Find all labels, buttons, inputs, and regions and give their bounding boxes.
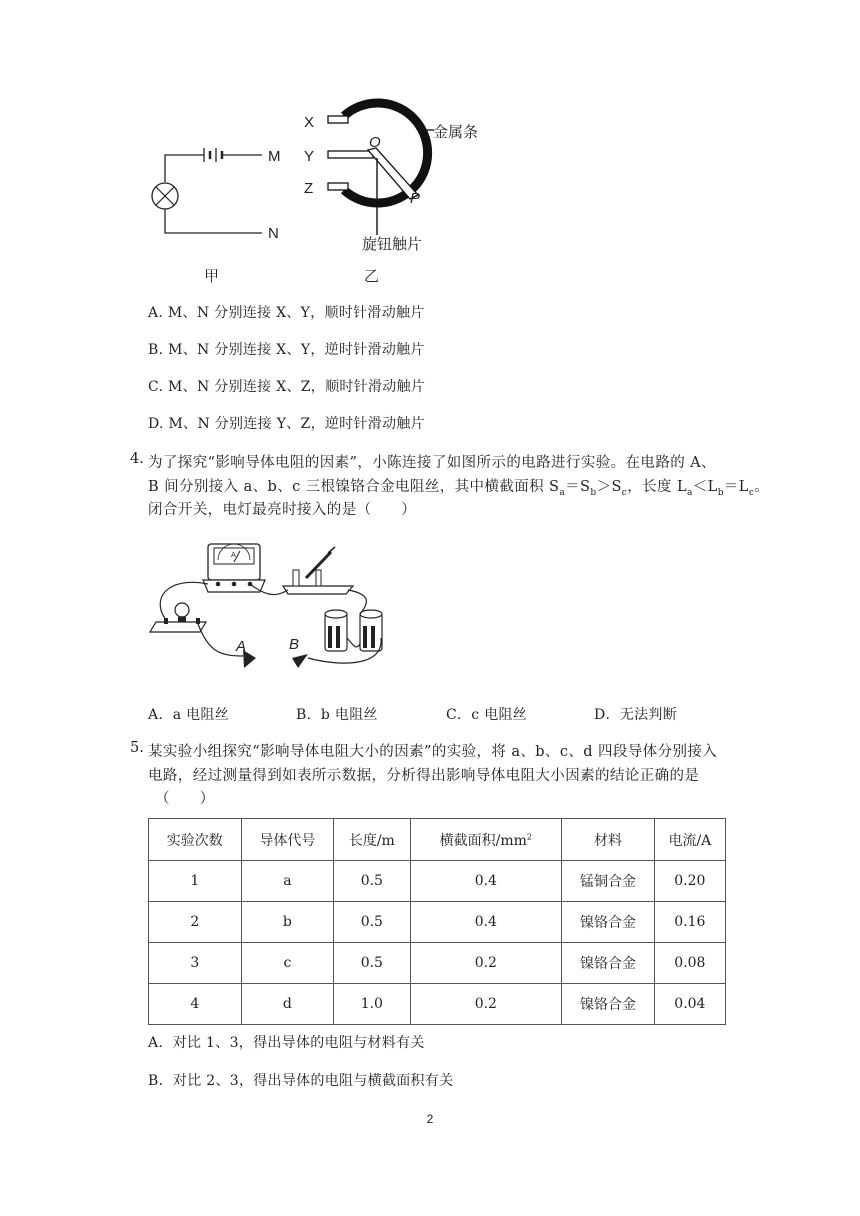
q5-data-table [148, 818, 726, 1025]
table-row [149, 984, 726, 1025]
table-cell: 锰铜合金 [562, 861, 655, 902]
table-header-row [149, 819, 726, 861]
table-cell: 1 [149, 861, 242, 902]
table-header-cell: 导体代号 [241, 819, 334, 861]
q4-stem-line1: 为了探究“影响导体电阻的因素”，小陈连接了如图所示的电路进行实验。在电路的 A、 [148, 455, 716, 471]
q5-number: 5. [130, 740, 144, 756]
q4-option-b: B．b 电阻丝 [296, 707, 378, 723]
q5-stem-line2: 电路，经过测量得到如表所示数据，分析得出影响导体电阻大小因素的结论正确的是 [148, 768, 700, 784]
pivot-o-label: O [369, 134, 381, 151]
table-row [149, 861, 726, 902]
q3-option-a: A. M、N 分别连接 X、Y，顺时针滑动触片 [148, 305, 425, 321]
table-row [149, 902, 726, 943]
q3-option-b: B. M、N 分别连接 X、Y，逆时针滑动触片 [148, 342, 425, 358]
table-cell: 1.0 [334, 984, 410, 1025]
metal-strip-label: 金属条 [433, 124, 479, 141]
table-cell: 2 [149, 902, 242, 943]
q5-stem-line3: （ ） [155, 791, 215, 807]
clip-a-label: A [236, 638, 247, 655]
q3-option-c: C. M、N 分别连接 X、Z，顺时针滑动触片 [148, 379, 426, 395]
potentiometer-diagram-yi [300, 95, 500, 255]
table-row [149, 943, 726, 984]
q4-stem-line3: 闭合开关，电灯最亮时接入的是（ ） [148, 502, 417, 518]
table-header-cell: 横截面积$/mm^2$ [410, 819, 562, 861]
q4-option-a: A．a 电阻丝 [148, 707, 230, 723]
table-cell: d [241, 984, 334, 1025]
q5-option-b: B．对比 2、3，得出导体的电阻与横截面积有关 [148, 1073, 454, 1089]
q4-option-d: D．无法判断 [594, 707, 678, 723]
q4-option-c: C．c 电阻丝 [446, 707, 528, 723]
clip-b-label: B [289, 636, 300, 653]
terminal-n-label: N [268, 225, 279, 242]
table-cell: 0.5 [334, 902, 410, 943]
terminal-y-label: Y [304, 148, 315, 165]
knob-contact-label: 旋钮触片 [362, 236, 423, 253]
svg-text:A: A [231, 551, 236, 559]
table-cell: 0.20 [654, 861, 725, 902]
terminal-x-label: X [304, 114, 315, 131]
q5-option-a: A．对比 1、3，得出导体的电阻与材料有关 [148, 1035, 425, 1051]
table-cell: 0.5 [334, 943, 410, 984]
table-cell: 0.16 [654, 902, 725, 943]
figure-caption-jia: 甲 [204, 268, 220, 285]
q5-stem-line1: 某实验小组探究“影响导体电阻大小的因素”的实验，将 a、b、c、d 四段导体分别接入 [148, 744, 718, 760]
table-cell: c [241, 943, 334, 984]
table-cell: 0.4 [410, 902, 562, 943]
table-header-cell: 实验次数 [149, 819, 242, 861]
table-cell: 0.08 [654, 943, 725, 984]
table-cell: 0.2 [410, 943, 562, 984]
q3-option-d: D. M、N 分别连接 Y、Z，逆时针滑动触片 [148, 416, 425, 432]
table-header-cell: 材料 [562, 819, 655, 861]
table-cell: 4 [149, 984, 242, 1025]
table-cell: 0.4 [410, 861, 562, 902]
table-header-cell: 电流/A [654, 819, 725, 861]
q4-circuit-illustration [148, 538, 398, 678]
table-cell: 镍铬合金 [562, 943, 655, 984]
q4-stem-line2: B 间分别接入 a、b、c 三根镍铬合金电阻丝，其中横截面积 $S_a=S_b>S_c$，长度 $L_a<L_b=L_c$。 [148, 479, 770, 498]
contact-p-label: P [410, 190, 421, 207]
table-cell: 3 [149, 943, 242, 984]
table-cell: 镍铬合金 [562, 984, 655, 1025]
table-cell: 0.2 [410, 984, 562, 1025]
figure-caption-yi: 乙 [364, 268, 380, 285]
table-cell: 0.5 [334, 861, 410, 902]
table-header-cell: 长度/m [334, 819, 410, 861]
page-number: 2 [426, 1112, 434, 1126]
terminal-z-label: Z [304, 180, 314, 197]
table-cell: b [241, 902, 334, 943]
q4-number: 4. [130, 451, 144, 467]
table-cell: a [241, 861, 334, 902]
table-cell: 0.04 [654, 984, 725, 1025]
terminal-m-label: M [268, 148, 281, 165]
table-cell: 镍铬合金 [562, 902, 655, 943]
